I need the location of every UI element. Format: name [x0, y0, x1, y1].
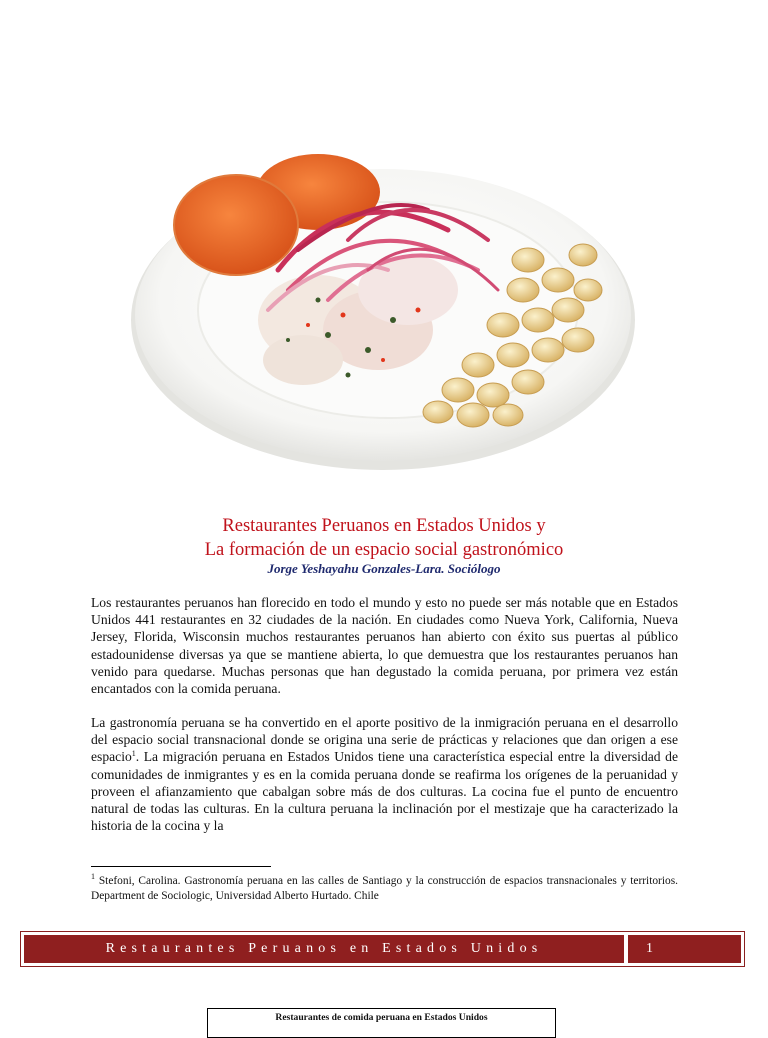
footer-title: Restaurantes Peruanos en Estados Unidos — [24, 935, 624, 963]
footnote-text: Stefoni, Carolina. Gastronomía peruana en las calles de Santiago y la construcción de espacios transnacionales y territorios. Department de Sociologic, Universidad Alberto Hurtado. Chile — [91, 875, 678, 902]
document-title-line2: La formación de un espacio social gastronómico — [204, 540, 564, 560]
document-title-line1: Restaurantes Peruanos en Estados Unidos y — [222, 516, 546, 536]
author-line: Jorge Yeshayahu Gonzales-Lara. Sociólogo — [267, 561, 501, 576]
footnote-separator — [91, 866, 271, 867]
paragraph-1: Los restaurantes peruanos han florecido en todo el mundo y esto no puede ser más notable que en Estados Unidos 441 restaurantes en 32 ciudades de la nación. En ciudades como Nueva York, California, Nueva Jersey, Florida, Wisconsin muchos restaurantes peruanos han abierto con éxito sus puertas al público estadounidense diversas ya que se mantiene abierta, lo que demuestra que los restaurantes peruanos han venido para quedarse. Muchas personas que han degustado la comida peruana, por primera vez están encantados con la comida peruana. — [91, 595, 678, 697]
ceviche-plate-photo — [128, 150, 638, 480]
footnote — [91, 874, 678, 904]
paragraph-2-text-a: La gastronomía peruana se ha convertido en el aporte positivo de la inmigración peruana en el desarrollo del espacio social transnacional donde se origina una serie de prácticas y relaciones que dan origen a ese espacio — [91, 715, 678, 765]
paragraph-2 — [91, 714, 678, 834]
paragraph-2-text-b: . La migración peruana en Estados Unidos tiene una característica especial entre la diversidad de comunidades de inmigrantes y es en la comida peruana donde se reafirma los orígenes de la peruanidad y proveen el afianzamiento que cabalgan sobre más de dos culturas. La cocina fue el punto de encuentro natural de todas las culturas. En la cultura peruana la inclinación por el mestizaje que ha caracterizado la historia de la cocina y la — [91, 749, 678, 834]
page-number: 1 — [628, 935, 741, 963]
footnote-number: 1 — [91, 872, 95, 881]
next-page-box-title: Restaurantes de comida peruana en Estados Unidos — [207, 1008, 556, 1038]
footnote-reference: 1 — [131, 749, 136, 759]
page-footer — [20, 931, 745, 967]
